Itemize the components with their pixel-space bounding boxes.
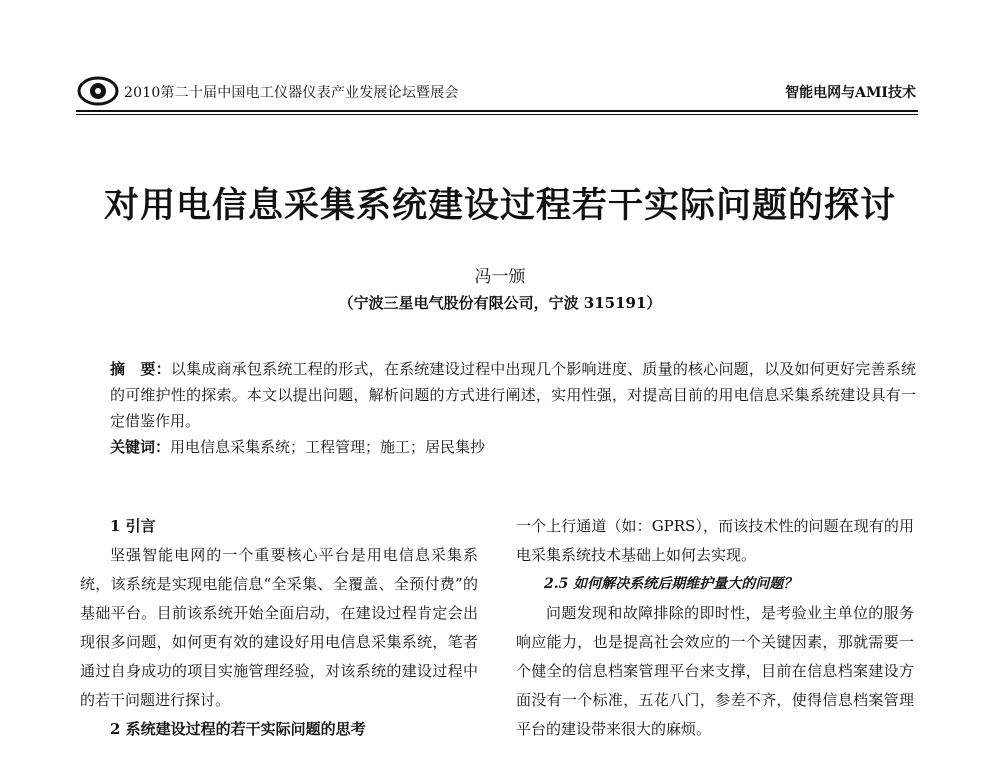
abstract-paragraph [80, 356, 916, 434]
author-name: 冯一颁 [474, 267, 526, 287]
subsection-heading-2-5: 2.5 如何解决系统后期维护量大的问题？ [544, 576, 798, 592]
introduction-paragraph: 坚强智能电网的一个重要核心平台是用电信息采集系统，该系统是实现电能信息“全采集、全覆盖、全预付费”的基础平台。目前该系统开始全面启动，在建设过程肯定会出现很多问题，如何更有效的建设好用电信息采集系统，笔者通过自身成功的项目实施管理经验，对该系统的建设过程中的若干问题进行探讨。 [80, 546, 478, 709]
running-header [76, 76, 918, 106]
abstract-block [80, 356, 916, 460]
body-column-right [516, 512, 914, 744]
header-rule-thin [76, 114, 918, 115]
maintenance-paragraph: 问题发现和故障排除的即时性，是考验业主单位的服务响应能力，也是提高社会效应的一个关键因素，那就需要一个健全的信息档案管理平台来支撑，目前在信息档案建设方面没有一个标准，五花八门，参差不齐，使得信息档案管理平台的建设带来很大的麻烦。 [516, 604, 914, 738]
body-column-left [80, 512, 478, 744]
section-tag: 智能电网与AMI技术 [785, 85, 916, 101]
section-heading-problems: 2 系统建设过程的若干实际问题的思考 [110, 720, 366, 738]
abstract-text: 以集成商承包系统工程的形式，在系统建设过程中出现几个影响进度、质量的核心问题，以及如何更好完善系统的可维护性的探索。本文以提出问题，解析问题的方式进行阐述，实用性强，对提高目前的用电信息采集系统建设具有一定借鉴作用。 [110, 360, 916, 430]
conference-title: 2010第二十届中国电工仪器仪表产业发展论坛暨展会 [124, 85, 459, 101]
header-rule [76, 110, 918, 112]
keywords-label: 关键词： [110, 438, 171, 456]
keywords-line [80, 434, 916, 460]
continued-paragraph: 一个上行通道（如：GPRS），而该技术性的问题在现有的用电采集系统技术基础上如何去实现。 [516, 517, 914, 564]
section-heading-introduction: 1 引言 [110, 517, 156, 535]
keywords-text: 用电信息采集系统；工程管理；施工；居民集抄 [170, 438, 486, 456]
paper-title: 对用电信息采集系统建设过程若干实际问题的探讨 [103, 186, 896, 226]
author-affiliation: （宁波三星电气股份有限公司，宁波 315191） [338, 294, 662, 312]
conference-logo-icon [76, 76, 124, 106]
abstract-label: 摘 要： [110, 360, 171, 378]
